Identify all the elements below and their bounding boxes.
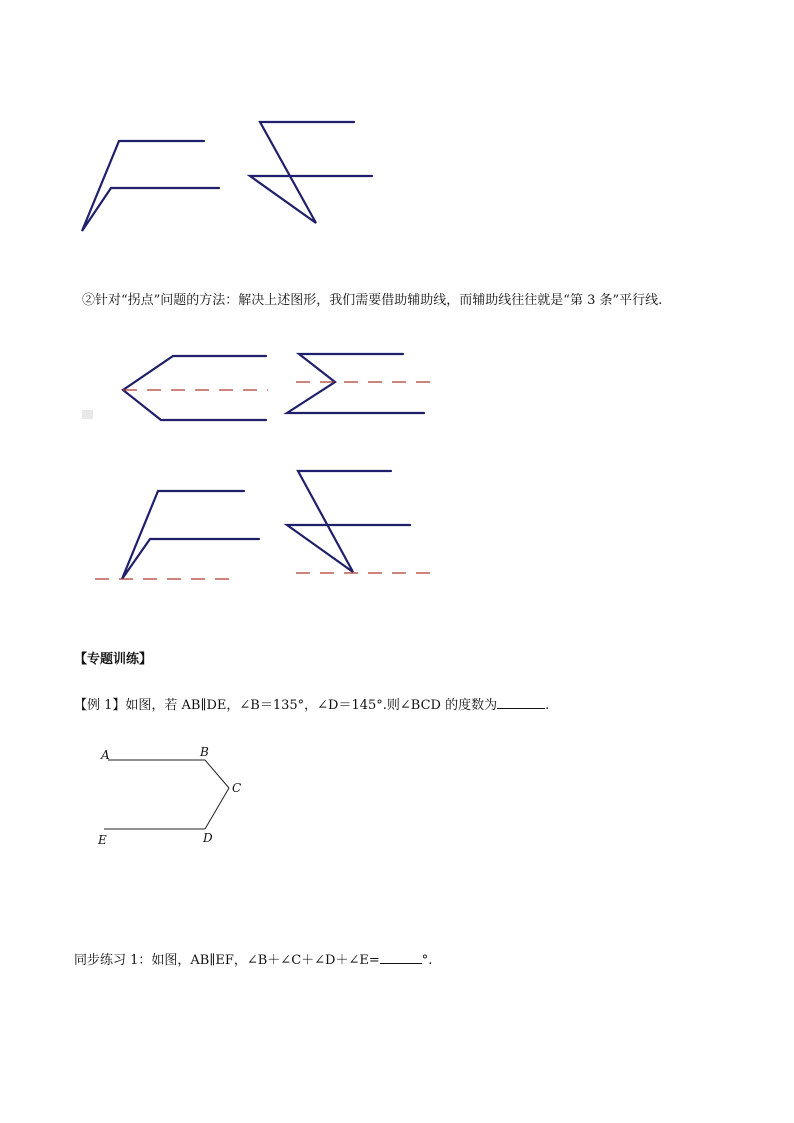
segment-CD (205, 788, 229, 829)
method-note: ②针对“拐点”问题的方法：解决上述图形，我们需要借助辅助线，而辅助线往往就是“第 3 条”平行线. (82, 293, 663, 308)
section-heading: 【专题训练】 (74, 652, 153, 667)
example-1-question: 【例 1】如图，若 AB∥DE，∠B＝135°，∠D＝145°.则∠BCD 的度数为 (74, 698, 498, 713)
point-label-E: E (98, 833, 107, 847)
sync-exercise-1 (74, 951, 432, 969)
sync-exercise-1-answer-blank[interactable] (380, 951, 422, 964)
example-1-end: . (545, 698, 550, 713)
sync-exercise-1-question: 同步练习 1：如图，AB∥EF，∠B＋∠C＋∠D＋∠E= (74, 953, 380, 968)
point-label-C: C (232, 781, 242, 795)
point-label-D: D (203, 831, 213, 845)
segment-BC (205, 760, 229, 788)
point-label-B: B (200, 745, 209, 759)
sync-exercise-1-end: °. (421, 953, 433, 968)
point-label-A: A (101, 748, 110, 762)
